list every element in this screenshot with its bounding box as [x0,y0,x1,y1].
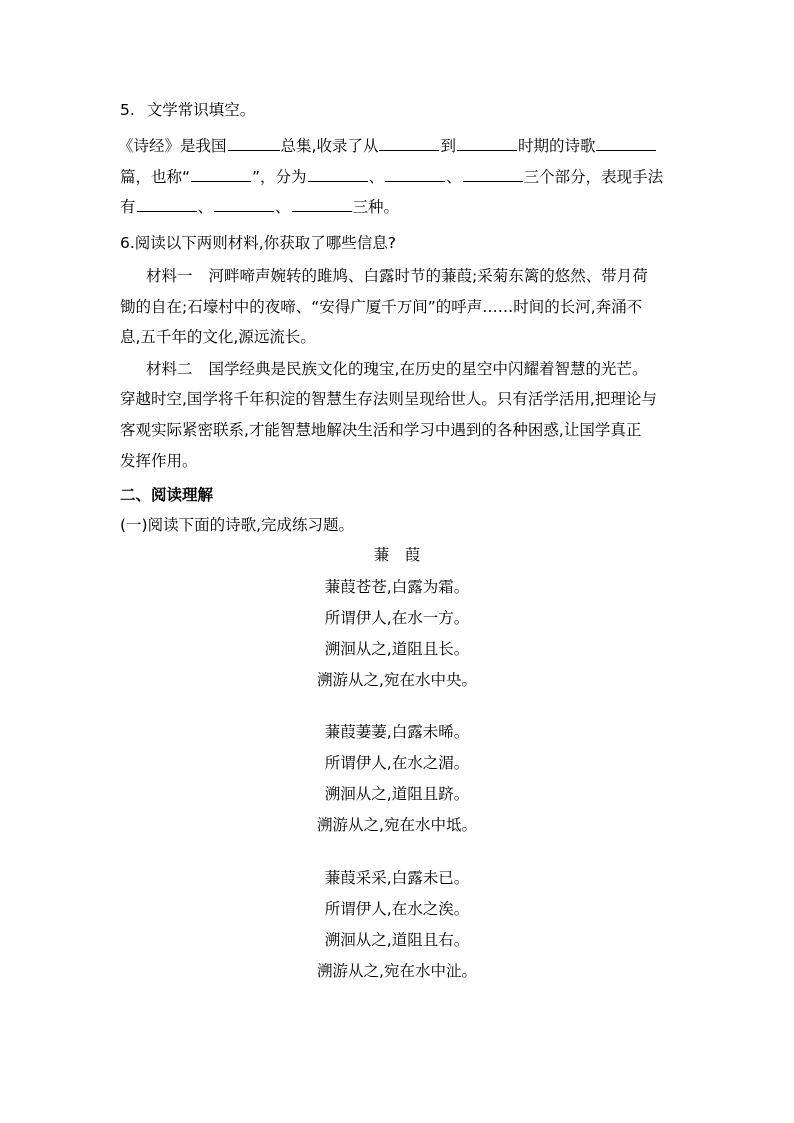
q5-number: 5. [120,101,135,119]
text-segment: 、 [197,198,214,216]
material-1-label: 材料一 [146,267,193,285]
text-segment: 总集,收录了从 [280,137,379,155]
q5-heading [120,103,255,119]
text-segment: 到 [440,137,456,155]
fill-blank[interactable] [457,137,517,151]
q5-line-3 [120,198,399,216]
poem-line: 蒹葭萋萋,白露未晞。 [324,723,470,741]
material-2-line-1 [146,362,647,378]
text-segment: 《诗经》是我国 [118,137,227,155]
text-segment: 、 [446,168,462,186]
fill-blank[interactable] [214,198,274,212]
text-segment: 三个部分，表现手法 [523,168,664,186]
text-segment: 、 [368,168,385,186]
material-2-line-4: 发挥作用。 [120,452,198,470]
poem-line: 溯游从之,宛在水中央。 [317,671,477,689]
fill-blank[interactable] [379,137,439,151]
fill-blank[interactable] [191,168,251,182]
poem-line: 溯洄从之,道阻且跻。 [324,785,470,803]
poem-line: 所谓伊人,在水一方。 [324,609,470,627]
poem-line: 溯游从之,宛在水中沚。 [317,962,477,980]
q5-title: 文学常识填空。 [146,101,256,119]
text-segment: ”，分为 [252,168,307,186]
section-instruction: (一)阅读下面的诗歌,完成练习题。 [120,516,355,534]
text-segment: 三种。 [352,198,400,216]
text-segment: 国学经典是民族文化的瑰宝,在历史的星空中闪耀着智慧的光芒。 [208,360,648,378]
material-2-line-3: 客观实际紧密联系,才能智慧地解决生活和学习中遇到的各种困惑,让国学真正 [120,421,642,439]
fill-blank[interactable] [463,168,523,182]
poem-line: 溯洄从之,道阻且右。 [324,931,470,949]
q5-line-1 [118,137,657,155]
poem-line: 蒹葭采采,白露未已。 [324,869,470,887]
material-1-line-2: 锄的自在;石壕村中的夜啼、“安得广厦千万间”的呼声……时间的长河,奔涌不 [120,298,643,316]
text-segment: 、 [275,198,291,216]
text-segment: 有 [120,198,136,216]
material-1-line-3: 息,五千年的文化,源远流长。 [120,328,316,346]
fill-blank[interactable] [228,137,280,151]
poem-line: 蒹葭苍苍,白露为霜。 [324,578,470,596]
fill-blank[interactable] [308,168,368,182]
fill-blank[interactable] [292,198,352,212]
material-1-line-1 [146,269,648,285]
material-2-label: 材料二 [146,360,193,378]
poem-title: 蒹 葭 [373,546,421,564]
text-segment: 时期的诗歌 [517,137,596,155]
q6-title: 6.阅读以下两则材料,你获取了哪些信息? [120,234,396,252]
poem-line: 溯洄从之,道阻且长。 [324,640,470,658]
text-segment: 河畔啼声婉转的雎鸠、白露时节的蒹葭;采菊东篱的悠然、带月荷 [208,267,648,285]
material-2-line-2: 穿越时空,国学将千年积淀的智慧生存法则呈现给世人。只有活学活用,把理论与 [120,390,657,408]
fill-blank[interactable] [137,198,197,212]
poem-line: 所谓伊人,在水之涘。 [324,900,470,918]
fill-blank[interactable] [385,168,445,182]
section-heading: 二、阅读理解 [120,486,214,504]
text-segment: 篇，也称“ [120,168,191,186]
fill-blank[interactable] [596,137,656,151]
q5-line-2 [120,168,663,186]
poem-line: 所谓伊人,在水之湄。 [324,754,470,772]
poem-line: 溯游从之,宛在水中坻。 [317,816,477,834]
